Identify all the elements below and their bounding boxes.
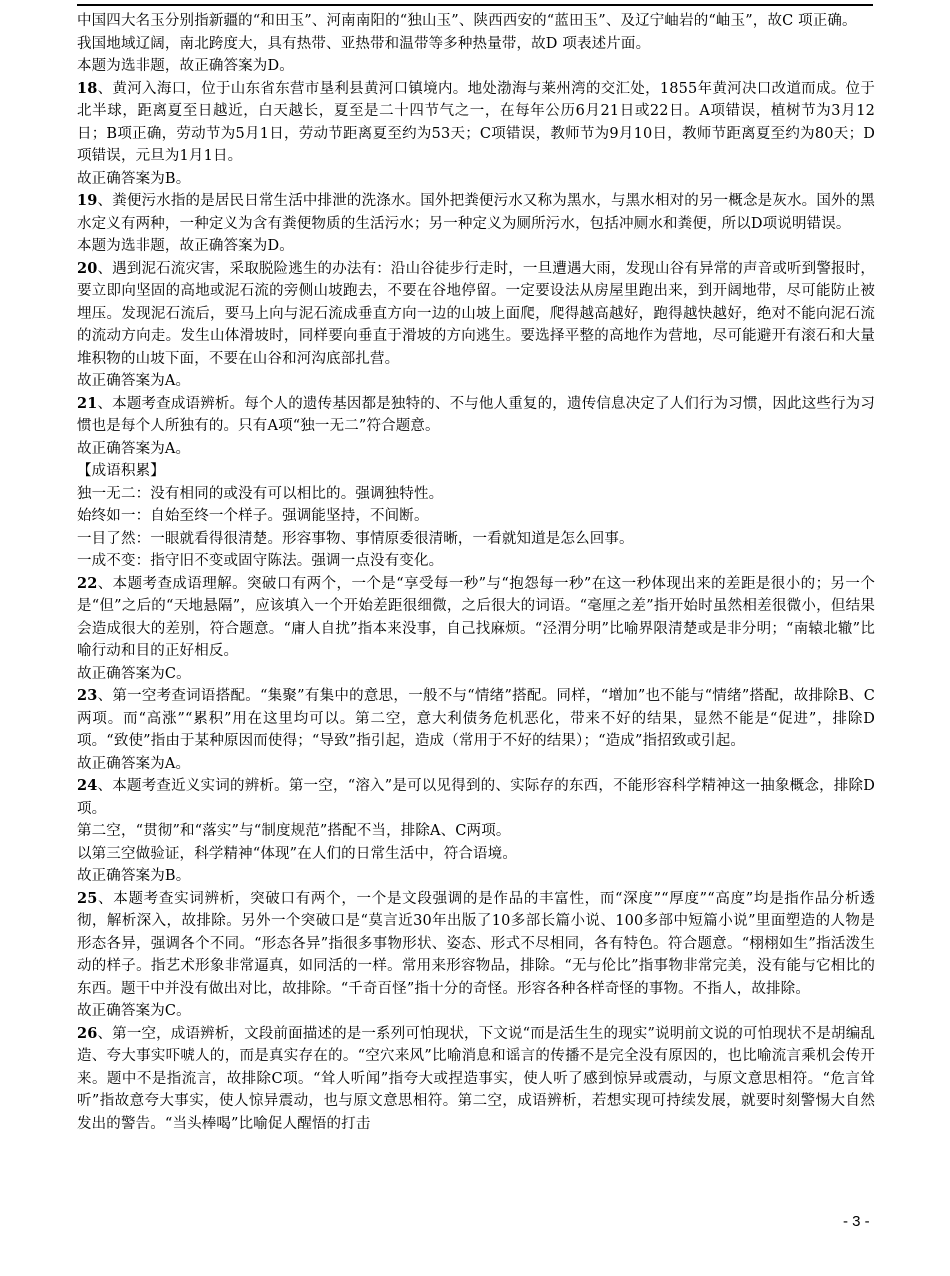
paragraph-text: 第二空，“贯彻”和“落实”与“制度规范”搭配不当，排除A、C两项。 <box>77 823 511 839</box>
paragraph <box>77 865 875 888</box>
question-number: 25 <box>77 889 98 907</box>
question-number: 19 <box>77 192 98 209</box>
paragraph <box>77 235 875 258</box>
paragraph-text: 故正确答案为C。 <box>77 1003 191 1019</box>
paragraph-text: 、第一空，成语辨析，文段前面描述的是一系列可怕现状，下文说“而是活生生的现实”说明前文说的可怕现状不是胡编乱造、夸大事实吓唬人的，而是真实存在的。“空穴来风”比喻消息和谣言的传播不是完全没有原因的，也比喻流言乘机会传开来。题中不是指流言，故排除C项。“耸人听闻”指夸大或捏造事实，使人听了感到惊异或震动，与原文意思相符。“危言耸听”指故意夸大事实，使人惊异震动，也与原文意思相符。第二空，成语辨析，若想实现可持续发展，就要时刻警惕大自然发出的警告。“当头棒喝”比喻促人醒悟的打击 <box>77 1025 875 1132</box>
paragraph <box>77 33 875 56</box>
paragraph-text: 始终如一：自始至终一个样子。强调能坚持，不间断。 <box>77 508 429 524</box>
paragraph <box>77 370 875 393</box>
paragraph-text: 中国四大名玉分别指新疆的“和田玉”、河南南阳的“独山玉”、陕西西安的“蓝田玉”、及辽宁岫岩的“岫玉”，故C 项正确。 <box>77 13 857 29</box>
paragraph-text: 、遇到泥石流灾害，采取脱险逃生的办法有：沿山谷徒步行走时，一旦遭遇大雨，发现山谷有异常的声音或听到警报时，要立即向坚固的高地或泥石流的旁侧山坡跑去，不要在谷地停留。一定要设法从房屋里跑出来，到开阔地带，尽可能防止被埋压。发现泥石流后，要马上向与泥石流成垂直方向一边的山坡上面爬，爬得越高越好，跑得越快越好，绝对不能向泥石流的流动方向走。发生山体滑坡时，同样要向垂直于滑坡的方向逃生。要选择平整的高地作为营地，尽可能避开有滚石和大量堆积物的山坡下面，不要在山谷和河沟底部扎营。 <box>77 260 875 367</box>
paragraph <box>77 753 875 776</box>
paragraph-text: 、粪便污水指的是居民日常生活中排泄的洗涤水。国外把粪便污水又称为黑水，与黑水相对的另一概念是灰水。国外的黑水定义有两种，一种定义为含有粪便物质的生活污水；另一种定义为厕所污水，包括冲厕水和粪便，所以D项说明错误。 <box>77 193 875 232</box>
paragraph <box>77 663 875 686</box>
paragraph-text: 、本题考查成语理解。突破口有两个，一个是“享受每一秒”与“抱怨每一秒”在这一秒体现出来的差距是很小的；另一个是“但”之后的“天地悬隔”，应该填入一个开始差距很细微，之后很大的词语。“毫厘之差”指开始时虽然相差很微小，但结果会造成很大的差别，符合题意。“庸人自扰”指本来没事，自己找麻烦。“泾渭分明”比喻界限清楚或是非分明；“南辕北辙”比喻行动和目的正好相反。 <box>77 575 875 659</box>
question-number: 20 <box>77 259 98 277</box>
paragraph-text: 、本题考查近义实词的辨析。第一空，“溶入”是可以见得到的、实际存的东西，不能形容科学精神这一抽象概念，排除D项。 <box>77 778 875 817</box>
paragraph <box>77 505 875 528</box>
paragraph-text: 故正确答案为B。 <box>77 868 191 884</box>
paragraph <box>77 573 875 663</box>
paragraph-text: 本题为选非题，故正确答案为D。 <box>77 238 294 254</box>
paragraph-text: 、黄河入海口，位于山东省东营市垦利县黄河口镇境内。地处渤海与莱州湾的交汇处，1855年黄河决口改道而成。位于北半球，距离夏至日越近，白天越长，夏至是二十四节气之一，在每年公历6月21日或22日。A项错误，植树节为3月12日；B项正确，劳动节为5月1日，劳动节距离夏至约为53天；C项错误，教师节为9月10日，教师节距离夏至约为80天；D项错误，元旦为1月1日。 <box>77 80 875 164</box>
paragraph <box>77 775 875 820</box>
paragraph <box>77 685 875 753</box>
paragraph-text: 我国地域辽阔，南北跨度大，具有热带、亚热带和温带等多种热量带，故D 项表述片面。 <box>77 35 651 52</box>
paragraph <box>77 10 875 33</box>
paragraph <box>77 55 875 78</box>
paragraph-text: 故正确答案为A。 <box>77 373 191 389</box>
paragraph <box>77 168 875 191</box>
paragraph <box>77 258 875 371</box>
header-rule <box>77 4 873 6</box>
paragraph-text: 故正确答案为B。 <box>77 170 191 187</box>
paragraph <box>77 483 875 506</box>
paragraph-text: 【成语积累】 <box>77 463 165 479</box>
question-number: 23 <box>77 687 98 704</box>
paragraph <box>77 460 875 483</box>
paragraph-text: 故正确答案为C。 <box>77 665 191 682</box>
paragraph <box>77 393 875 438</box>
paragraph-text: 、第一空考查词语搭配。“集聚”有集中的意思，一般不与“情绪”搭配。同样，“增加”也不能与“情绪”搭配，故排除B、C两项。而“高涨”“累积”用在这里均可以。第二空，意大利债务危机恶化，带来不好的结果，显然不能是“促进”，排除D项。“致使”指由于某种原因而使得；“导致”指引起，造成（常用于不好的结果）；“造成”指招致或引起。 <box>77 688 875 749</box>
paragraph <box>77 438 875 461</box>
paragraph <box>77 190 875 235</box>
paragraph <box>77 528 875 551</box>
paragraph <box>77 1023 875 1136</box>
paragraph-text: 故正确答案为A。 <box>77 755 191 772</box>
document-body <box>77 10 875 1135</box>
question-number: 24 <box>77 777 98 794</box>
paragraph-text: 独一无二：没有相同的或没有可以相比的。强调独特性。 <box>77 485 444 502</box>
question-number: 21 <box>77 394 98 412</box>
paragraph-text: 、本题考查实词辨析，突破口有两个，一个是文段强调的是作品的丰富性，而“深度”“厚度”“高度”均是指作品分析透彻，解析深入，故排除。另外一个突破口是“莫言近30年出版了10多部长篇小说、100多部中短篇小说”里面塑造的人物是形态各异，强调各个不同。“形态各异”指很多事物形状、姿态、形式不尽相同，各有特色。符合题意。“栩栩如生”指活泼生动的样子。指艺术形象非常逼真，如同活的一样。常用来形容物品，排除。“无与伦比”指事物非常完美，没有能与它相比的东西。题干中并没有做出对比，故排除。“千奇百怪”指十分的奇怪。形容各种各样奇怪的事物。不指人，故排除。 <box>77 890 875 997</box>
paragraph <box>77 550 875 573</box>
paragraph-text: 故正确答案为A。 <box>77 440 191 457</box>
question-number: 18 <box>77 79 98 97</box>
page-number: - 3 - <box>843 1213 870 1230</box>
paragraph <box>77 78 875 168</box>
question-number: 26 <box>77 1024 98 1042</box>
paragraph-text: 、本题考查成语辨析。每个人的遗传基因都是独特的、不与他人重复的，遗传信息决定了人们行为习惯，因此这些行为习惯也是每个人所独有的。只有A项“独一无二”符合题意。 <box>77 395 875 434</box>
paragraph-text: 本题为选非题，故正确答案为D。 <box>77 58 294 74</box>
paragraph <box>77 843 875 866</box>
paragraph <box>77 1000 875 1023</box>
paragraph-text: 以第三空做验证，科学精神“体现”在人们的日常生活中，符合语境。 <box>77 845 517 862</box>
paragraph <box>77 888 875 1001</box>
paragraph-text: 一目了然：一眼就看得很清楚。形容事物、事情原委很清晰，一看就知道是怎么回事。 <box>77 530 634 547</box>
paragraph <box>77 820 875 843</box>
question-number: 22 <box>77 574 98 592</box>
paragraph-text: 一成不变：指守旧不变或固守陈法。强调一点没有变化。 <box>77 553 444 569</box>
